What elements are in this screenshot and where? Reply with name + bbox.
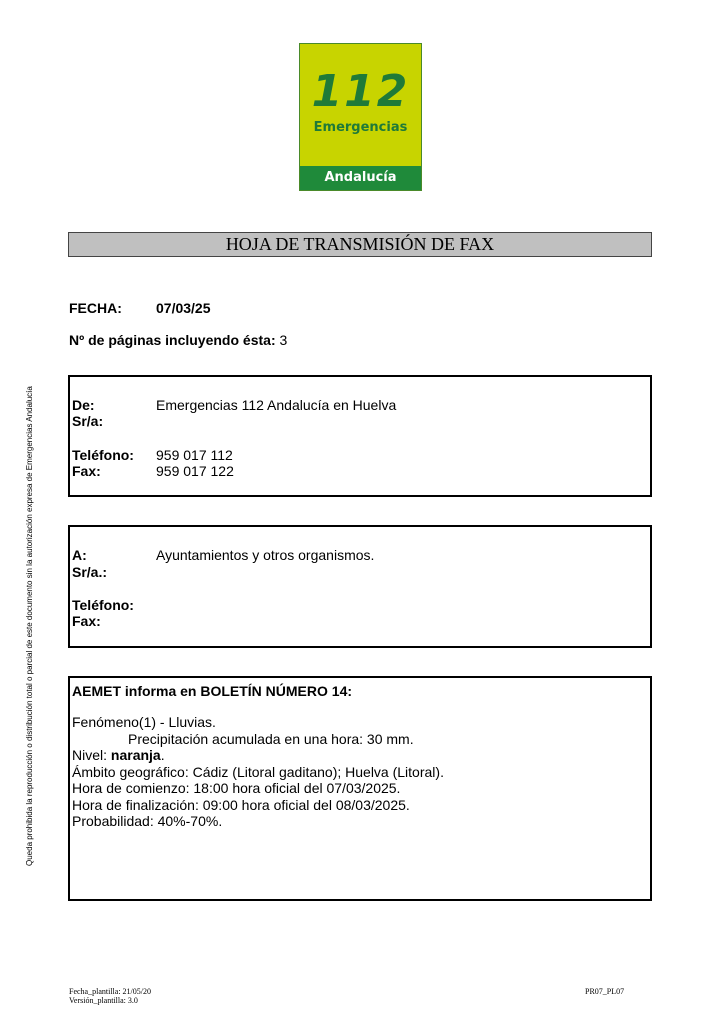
logo-region: Andalucía [300, 166, 421, 190]
nivel-value: naranja [110, 747, 161, 763]
nivel-label: Nivel: [72, 747, 111, 763]
de-value: Emergencias 112 Andalucía en Huelva [156, 397, 397, 413]
a-label: A: [72, 547, 87, 563]
paginas-label: Nº de páginas incluyendo ésta: [69, 332, 276, 348]
footer-code: PR07_PL07 [585, 987, 625, 996]
fecha-value: 07/03/25 [156, 300, 211, 316]
sender-fax-value: 959 017 122 [156, 463, 234, 479]
paginas-value: 3 [279, 332, 288, 348]
recipient-sra-label: Sr/a.: [72, 564, 108, 580]
recipient-fax-label: Fax: [72, 613, 101, 629]
paginas-row [69, 332, 287, 348]
bulletin-finalizacion: Hora de finalización: 09:00 hora oficial del 08/03/2025. [72, 797, 410, 813]
bulletin-heading: AEMET informa en BOLETÍN NÚMERO 14: [72, 683, 353, 699]
sender-tel-value: 959 017 112 [156, 447, 233, 463]
de-label: De: [72, 397, 95, 413]
bulletin-probabilidad: Probabilidad: 40%-70%. [72, 813, 223, 829]
footer-version-plantilla: Versión_plantilla: 3.0 [69, 996, 138, 1005]
footer-fecha-plantilla: Fecha_plantilla: 21/05/20 [69, 987, 151, 996]
sender-sra-label: Sr/a: [72, 413, 104, 429]
bulletin-comienzo: Hora de comienzo: 18:00 hora oficial del 07/03/2025. [72, 780, 401, 796]
a-value: Ayuntamientos y otros organismos. [156, 547, 375, 563]
bulletin-nivel [72, 747, 165, 763]
recipient-tel-label: Teléfono: [72, 597, 134, 613]
sender-fax-label: Fax: [72, 463, 101, 479]
logo-112-emergencias [299, 43, 422, 191]
sender-box [68, 375, 652, 497]
nivel-end: . [160, 747, 165, 763]
fecha-label: FECHA: [69, 300, 122, 316]
side-disclaimer: Queda prohibida la reproducción o distribución total o parcial de este documento sin la autorización expresa de Emergencias Andalucía [25, 386, 34, 866]
sender-tel-label: Teléfono: [72, 447, 134, 463]
bulletin-ambito: Ámbito geográfico: Cádiz (Litoral gaditano); Huelva (Litoral). [72, 764, 444, 780]
document-title: HOJA DE TRANSMISIÓN DE FAX [68, 232, 652, 257]
logo-subtitle: Emergencias [313, 120, 408, 135]
bulletin-fenomeno: Fenómeno(1) - Lluvias. [72, 714, 216, 730]
bulletin-precipitacion: Precipitación acumulada en una hora: 30 mm. [128, 731, 414, 747]
logo-number: 112 [311, 66, 410, 117]
recipient-box [68, 525, 652, 648]
bulletin-box [68, 676, 652, 901]
